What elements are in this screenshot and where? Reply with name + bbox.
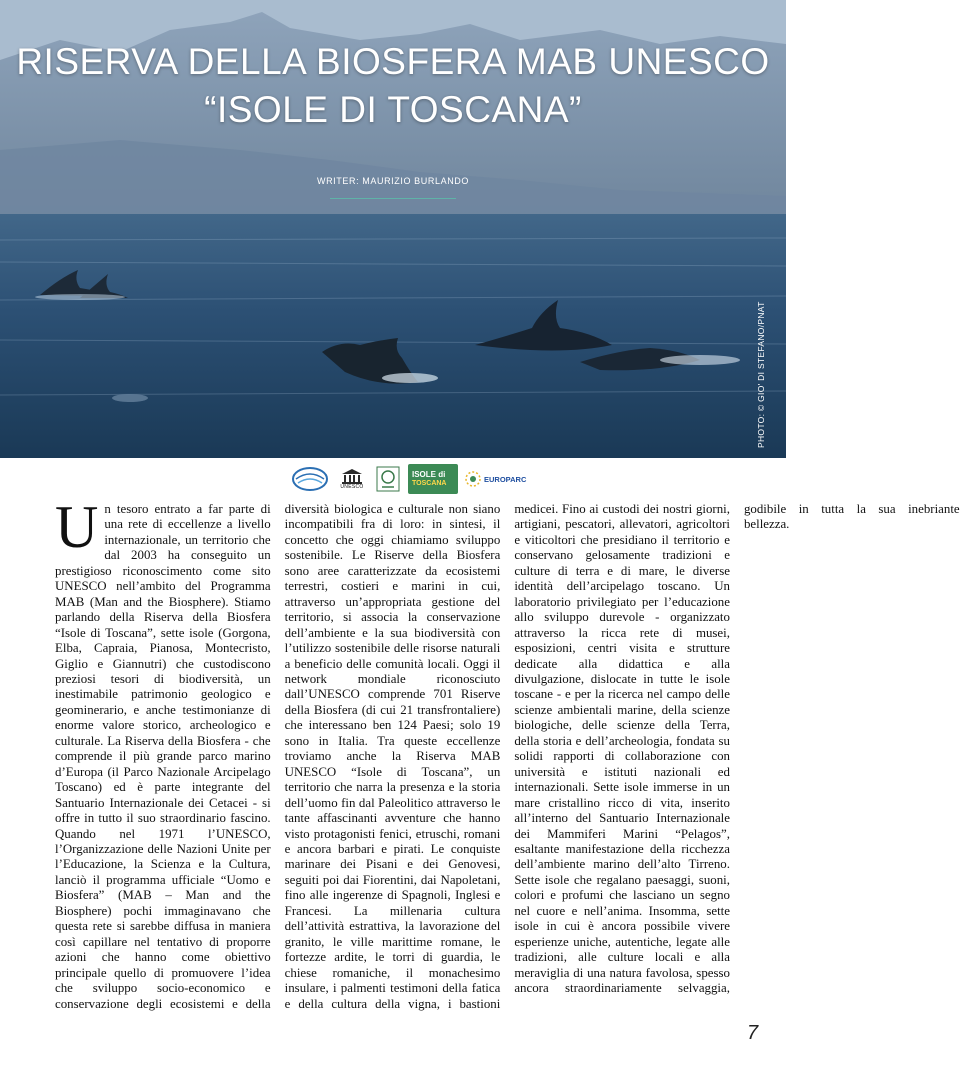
emblem-icon: [375, 465, 401, 493]
article-body-paragraph: [55, 494, 960, 1022]
unesco-logo-text: UNESCO: [340, 484, 364, 490]
europarc-text: EUROPARC: [484, 474, 527, 484]
photo-credit: PHOTO: © GIO' DI STEFANO/PNAT: [756, 301, 766, 448]
body-text: n tesoro entrato a far parte di una rete di eccellenze a livello internazionale, un territorio che dal 2003 ha conseguito un prestigioso riconoscimento come sito UNESCO nell’ambito del Programma MAB (Man and the Biosphere). Stiamo parlando della Riserva della Biosfera “Isole di Toscana”, sette isole (Gorgona, Elba, Capraia, Pianosa, Montecristo, Giglio e Giannutri) che custodiscono preziosi tesori di biodiversità, un inestimabile patrimonio geologico e geominerario, e anche testimonianze di enorme valore storico, archeologico e culturale. La Riserva della Biosfera - che comprende il più grande parco marino d’Europa (il Parco Nazionale Arcipelago Toscano) ed è parte integrante del Santuario Internazionale dei Cetacei - si offre in tutto il suo straordinario fascino. Quando nel 1971 l’UNESCO, l’Organizzazione delle Nazioni Unite per l’Educazione, la Scienza e la Cultura, lanciò il programma ufficiale “Uomo e Biosfera” (MAB – Man and the Biosphere) pochi immaginavano che questa rete si sarebbe diffusa in maniera così capillare nel tentativo di proporre azioni che hanno come obiettivo principale quello di promuovere l’idea che sviluppo socio-economico e conservazione degli ecosistemi e della diversità biologica e culturale non siano incompatibili fra di loro: in sintesi, il concetto che oggi chiamiamo sviluppo sostenibile. Le Riserve della Biosfera sono aree caratterizzate da ecosistemi terrestri, costieri e marini in cui, attraverso un’appropriata gestione del territorio, si associa la conservazione dell’ambiente e la sua biodiversità con l’utilizzo sostenibile delle risorse naturali a beneficio delle comunità locali. Oggi il network mondiale riconosciuto dall’UNESCO comprende 701 Riserve della Biosfera (di cui 21 transfrontaliere) che interessano ben 124 Paesi; solo 19 sono in Italia. Tra queste eccellenze troviamo anche la Riserva MAB UNESCO “Isole di Toscana”, un territorio che narra la presenza e la storia dell’uomo fin dal Paleolitico attraverso le tante affascinanti avventure che hanno visto protagonisti fenici, etruschi, romani e ancora barbari e pirati. Le conquiste marinare dei Pisani e dei Genovesi, seguiti poi dai Fiorentini, dai Napoletani, fino alle ingerenze di Spagnoli, Inglesi e Francesi. La millenaria cultura dell’attività estrattiva, la lavorazione del granito, le ville marittime romane, le fortezze ardite, le torri di guardia, le chiese romaniche, il monachesimo insulare, i palmenti testimoni della fatica e della cultura della vigna, i bastioni medicei. Fino ai custodi dei nostri giorni, artigiani, pescatori, allevatori, agricoltori e viticoltori che presidiano il territorio e conservano gelosamente tradizioni e culture di terra e di mare, le diverse identità dell’arcipelago toscano. Un laboratorio privilegiato per l’educazione allo sviluppo durevole - organizzato attraverso la ricca rete di musei, esposizioni, centri visita e strutture dedicate alla didattica e alla divulgazione, dislocate in tutte le isole toscane - e per la ricerca nel campo delle scienze ambientali marine, della scienze biologiche, delle scienze della Terra, della storia e dell’archeologia, fondata su solidi rapporti di collaborazione con università e istituti nazionali ed internazionali. Sette isole immerse in un mare cristallino ricco di vita, inserito all’interno del Santuario Internazionale dei Mammiferi Marini “Pelagos”, esaltante manifestazione della ricchezza dell’ambiente marino dell’alto Tirreno. Sette isole che regalano paesaggi, suoni, colori e profumi che lasciano un segno nel cuore e nell’anima. Insomma, sette isole in cui è ancora possibile vivere esperienze uniche, autentiche, legate alle tradizioni, alle culture locali e alla meraviglia di una natura favolosa, spesso ancora straordinariamente selvaggia, godibile in tutta la sua inebriante bellezza.: [55, 502, 960, 1011]
unesco-logo: [336, 464, 368, 494]
isole-logo-line-2: TOSCANA: [412, 480, 447, 487]
temple-icon: [341, 468, 363, 484]
hero-photo: [0, 0, 786, 458]
writer-underline: [330, 198, 456, 199]
isole-di-toscana-logo: [408, 464, 458, 494]
writer-credit: WRITER: MAURIZIO BURLANDO: [316, 176, 469, 186]
drop-cap: U: [55, 494, 99, 560]
emblem-logo: [374, 464, 402, 494]
globe-icon: [290, 465, 330, 493]
isole-logo-line-1: ISOLE di: [412, 470, 446, 479]
partner-logos: [290, 463, 526, 495]
article-title: [0, 38, 786, 134]
article-body: [55, 494, 960, 1022]
page-number: 7: [747, 1022, 759, 1044]
title-line-1: RISERVA DELLA BIOSFERA MAB UNESCO: [16, 41, 770, 82]
stars-circle-icon: [464, 470, 482, 488]
title-line-2: “ISOLE DI TOSCANA”: [204, 89, 582, 130]
europarc-logo: [464, 464, 526, 494]
reserve-globe-logo: [290, 464, 330, 494]
